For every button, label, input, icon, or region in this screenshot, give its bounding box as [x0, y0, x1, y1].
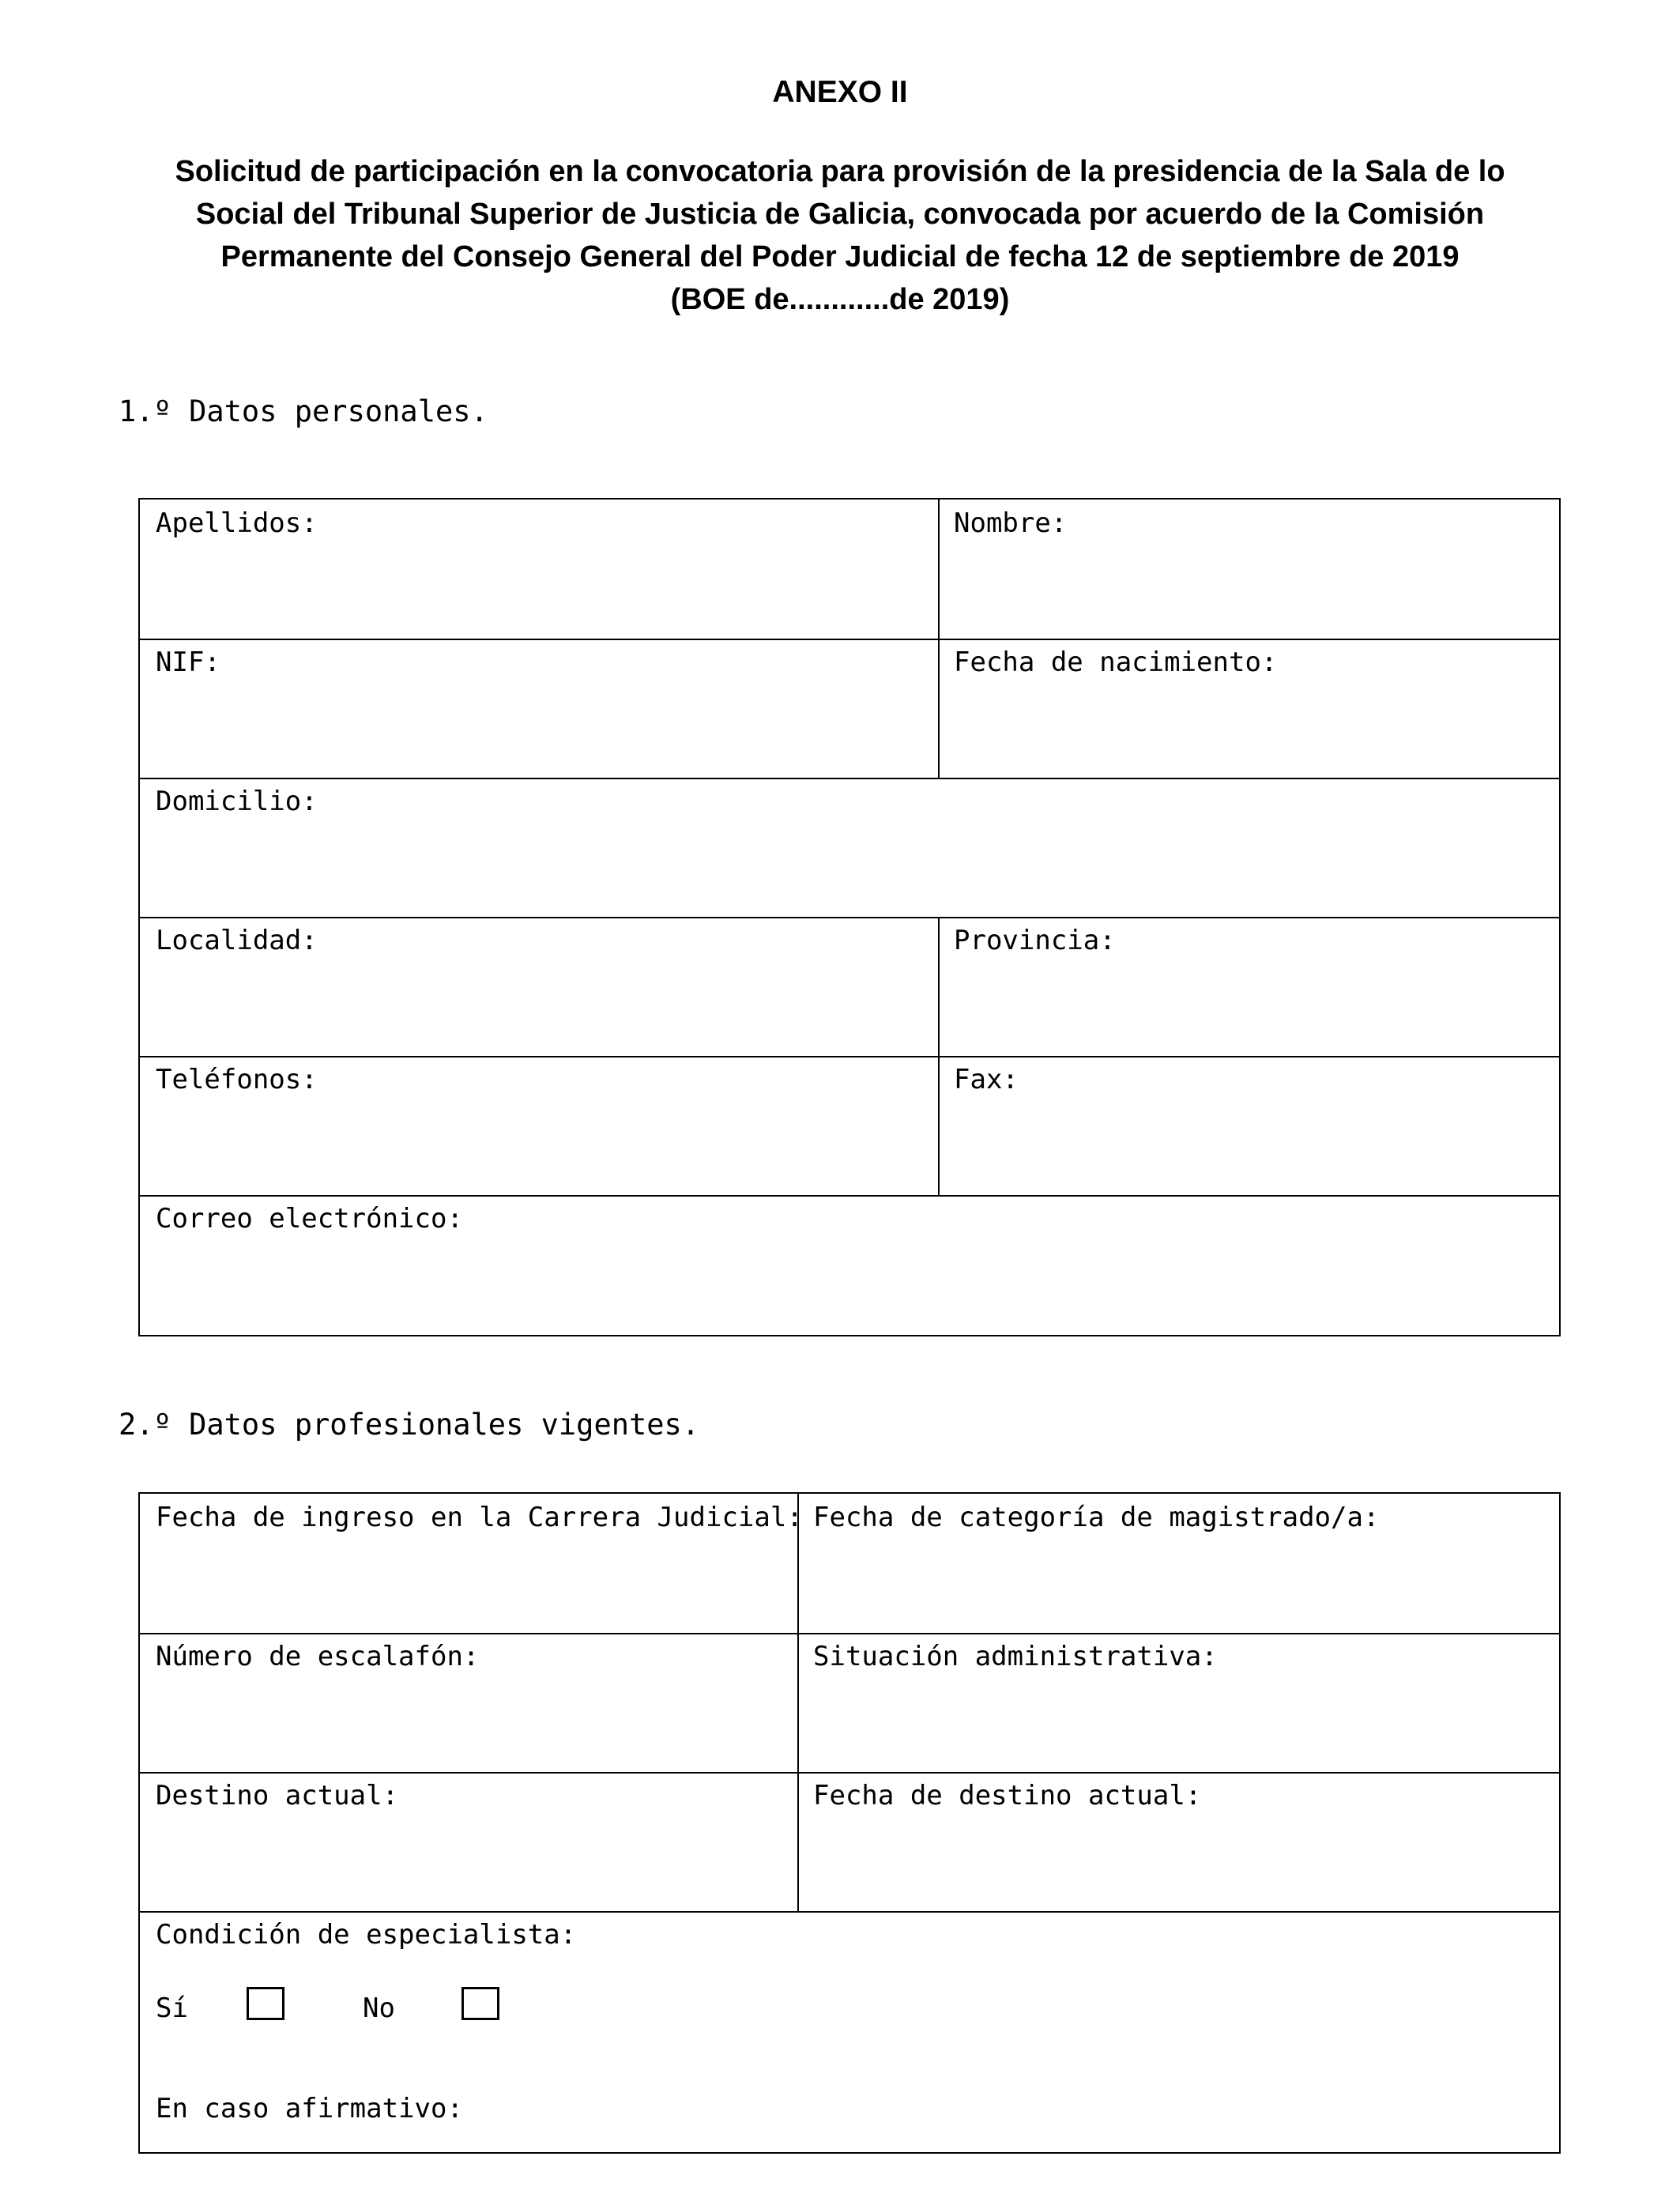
- fax-label: Fax:: [954, 1064, 1019, 1095]
- checkbox-no[interactable]: [461, 1987, 499, 2020]
- nif-field[interactable]: [140, 639, 938, 778]
- apellidos-label: Apellidos:: [156, 507, 318, 539]
- subtitle-line-2: Social del Tribunal Superior de Justicia de Galicia, convocada por acuerdo de la Comisión: [195, 198, 1485, 231]
- section-heading-personal-data: 1.º Datos personales.: [119, 394, 488, 428]
- correo-electronico-label: Correo electrónico:: [156, 1203, 463, 1235]
- localidad-label: Localidad:: [156, 925, 318, 956]
- subtitle-line-4: (BOE de............de 2019): [670, 283, 1010, 316]
- destino-actual-field[interactable]: [140, 1772, 797, 1911]
- provincia-label: Provincia:: [954, 925, 1116, 956]
- fecha-destino-actual-label: Fecha de destino actual:: [813, 1780, 1202, 1811]
- fecha-nacimiento-field[interactable]: [938, 639, 1559, 778]
- subtitle-line-3: Permanente del Consejo General del Poder Judicial de fecha 12 de septiembre de 2019: [220, 240, 1460, 273]
- condicion-especialista-label: Condición de especialista:: [156, 1919, 577, 1951]
- provincia-field[interactable]: [938, 917, 1559, 1056]
- domicilio-label: Domicilio:: [156, 786, 318, 817]
- checkbox-si[interactable]: [247, 1987, 284, 2020]
- telefonos-label: Teléfonos:: [156, 1064, 318, 1095]
- nombre-field[interactable]: [938, 499, 1559, 639]
- fax-field[interactable]: [938, 1056, 1559, 1195]
- document-subtitle: [79, 150, 1601, 321]
- fecha-destino-actual-field[interactable]: [797, 1772, 1559, 1911]
- fecha-categoria-field[interactable]: [797, 1494, 1559, 1633]
- section-heading-professional-data: 2.º Datos profesionales vigentes.: [119, 1408, 700, 1442]
- annex-title: ANEXO II: [772, 75, 908, 109]
- personal-data-table: [138, 498, 1561, 1336]
- domicilio-field[interactable]: [140, 778, 1559, 917]
- nombre-label: Nombre:: [954, 507, 1068, 539]
- option-si-label: Sí: [156, 1992, 188, 2024]
- subtitle-line-1: Solicitud de participación en la convocatoria para provisión de la presidencia de la Sala de lo: [175, 155, 1505, 188]
- en-caso-afirmativo-label: En caso afirmativo:: [156, 2093, 463, 2124]
- telefonos-field[interactable]: [140, 1056, 938, 1195]
- destino-actual-label: Destino actual:: [156, 1780, 399, 1811]
- fecha-nacimiento-label: Fecha de nacimiento:: [954, 647, 1278, 678]
- numero-escalafon-label: Número de escalafón:: [156, 1641, 480, 1672]
- fecha-ingreso-field[interactable]: [140, 1494, 803, 1633]
- localidad-field[interactable]: [140, 917, 938, 1056]
- correo-electronico-field[interactable]: [140, 1195, 1559, 1335]
- situacion-administrativa-label: Situación administrativa:: [813, 1641, 1218, 1672]
- apellidos-field[interactable]: [140, 499, 938, 639]
- option-no-label: No: [363, 1992, 395, 2024]
- professional-data-table: [138, 1492, 1561, 2154]
- fecha-ingreso-label: Fecha de ingreso en la Carrera Judicial:: [156, 1502, 803, 1533]
- numero-escalafon-field[interactable]: [140, 1633, 797, 1772]
- nif-label: NIF:: [156, 647, 220, 678]
- fecha-categoria-label: Fecha de categoría de magistrado/a:: [813, 1502, 1380, 1533]
- situacion-administrativa-field[interactable]: [797, 1633, 1559, 1772]
